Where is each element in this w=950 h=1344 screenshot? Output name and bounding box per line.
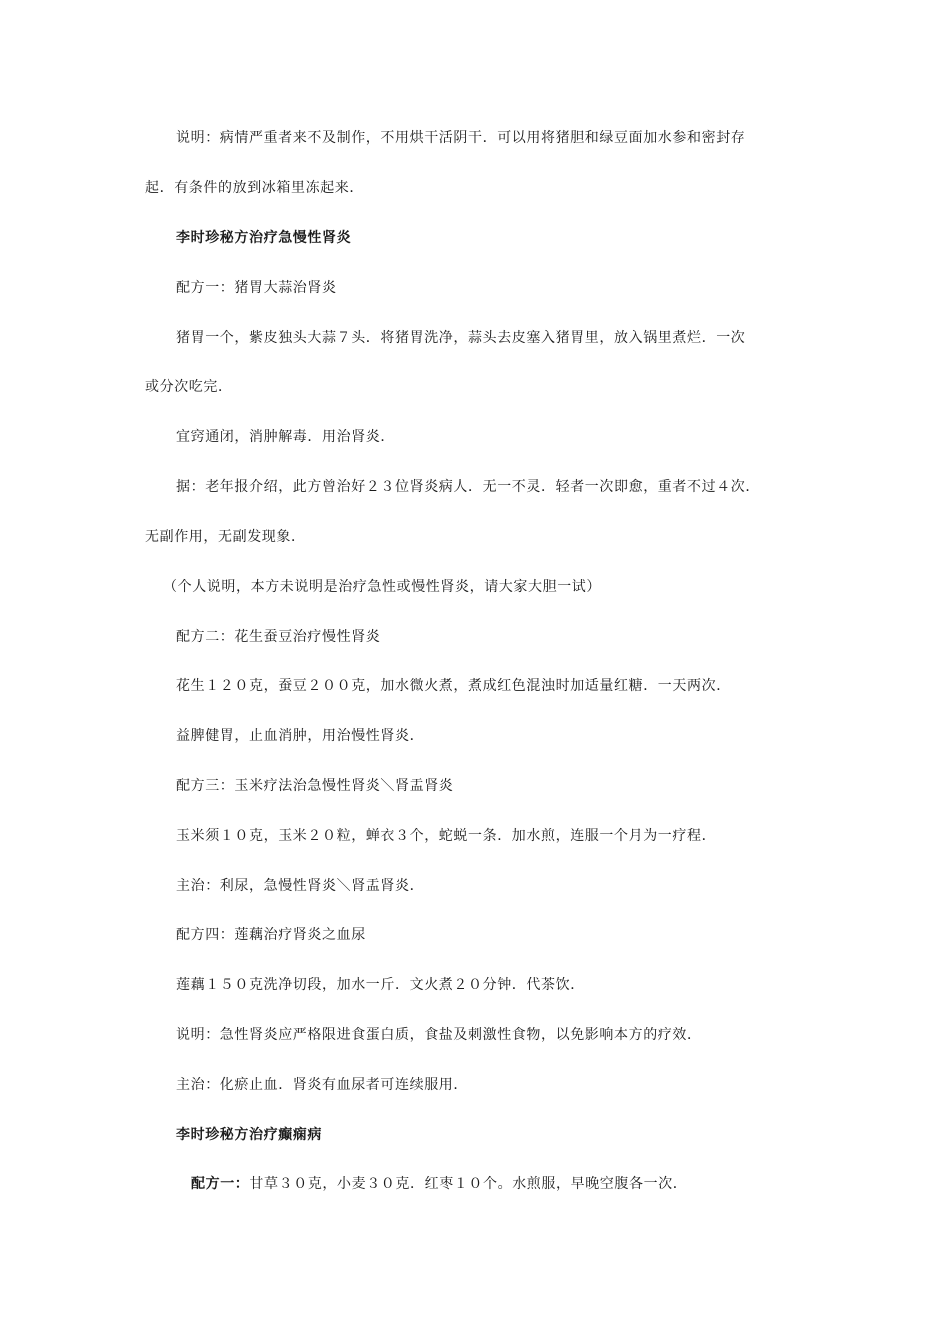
epilepsy-recipe-1-text: 甘草３０克，小麦３０克．红枣１０个。水煎服，早晚空腹各一次．	[249, 1176, 688, 1192]
recipe-1-report-line-1: 据：老年报介绍，此方曾治好２３位肾炎病人．无一不灵．轻者一次即愈，重者不过４次．	[176, 479, 760, 495]
recipe-4-note: 说明：急性肾炎应严格限进食蛋白质，食盐及刺激性食物，以免影响本方的疗效．	[176, 1027, 702, 1043]
recipe-1-method-line-2: 或分次吃完．	[145, 379, 233, 395]
recipe-3-indication: 主治：利尿，急慢性肾炎＼肾盂肾炎．	[176, 878, 425, 894]
recipe-2-method: 花生１２０克，蚕豆２００克，加水微火煮，煮成红色混浊时加适量红糖．一天两次．	[176, 678, 731, 694]
epilepsy-recipe-1-label: 配方一：	[191, 1176, 250, 1192]
recipe-1-report-line-2: 无副作用，无副发现象．	[145, 529, 306, 545]
recipe-1-method-line-1: 猪胃一个，紫皮独头大蒜７头．将猪胃洗净，蒜头去皮塞入猪胃里，放入锅里煮烂．一次	[176, 330, 746, 346]
recipe-3-method: 玉米须１０克，玉米２０粒，蝉衣３个，蛇蜕一条．加水煎，连服一个月为一疗程．	[176, 828, 717, 844]
epilepsy-recipe-1	[191, 1174, 687, 1194]
recipe-4-method: 莲藕１５０克洗净切段，加水一斤．文火煮２０分钟．代茶饮．	[176, 977, 585, 993]
recipe-3-title: 配方三：玉米疗法治急慢性肾炎＼肾盂肾炎	[176, 778, 454, 794]
section-heading-nephritis: 李时珍秘方治疗急慢性肾炎	[176, 230, 352, 246]
personal-note: （个人说明，本方未说明是治疗急性或慢性肾炎，请大家大胆一试）	[163, 579, 601, 595]
recipe-1-effect: 宜窍通闭，消肿解毒．用治肾炎．	[176, 429, 395, 445]
recipe-1-title: 配方一：猪胃大蒜治肾炎	[176, 280, 337, 296]
recipe-2-effect: 益脾健胃，止血消肿，用治慢性肾炎．	[176, 728, 425, 744]
section-heading-epilepsy: 李时珍秘方治疗癫痫病	[176, 1127, 322, 1143]
paragraph-note-line-1: 说明：病情严重者来不及制作，不用烘干活阴干．可以用将猪胆和绿豆面加水参和密封存	[176, 130, 746, 146]
recipe-4-indication: 主治：化瘀止血．肾炎有血尿者可连续服用．	[176, 1077, 468, 1093]
recipe-2-title: 配方二：花生蚕豆治疗慢性肾炎	[176, 629, 381, 645]
recipe-4-title: 配方四：莲藕治疗肾炎之血尿	[176, 927, 366, 943]
paragraph-note-line-2: 起．有条件的放到冰箱里冻起来．	[145, 180, 364, 196]
